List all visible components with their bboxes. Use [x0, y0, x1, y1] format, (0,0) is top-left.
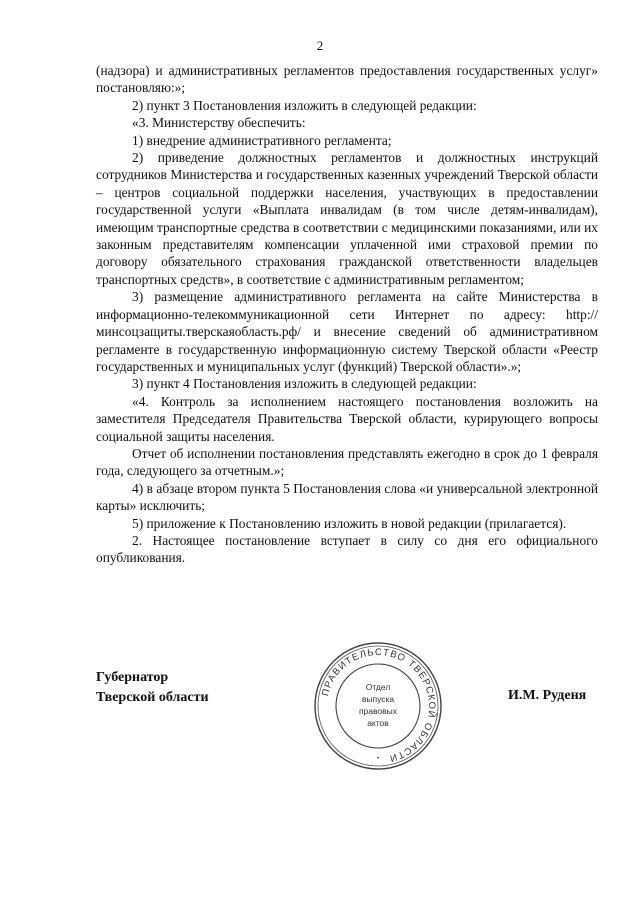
stamp-center-line: Отдел — [365, 682, 391, 692]
stamp-ring-text: ПРАВИТЕЛЬСТВО ТВЕРСКОЙ ОБЛАСТИ — [320, 646, 438, 764]
page-number: 2 — [316, 38, 324, 53]
paragraph: Отчет об исполнении постановления представлять ежегодно в срок до 1 февраля года, следующего за отчетным.»; — [96, 445, 598, 479]
paragraph: 5) приложение к Постановлению изложить в новой редакции (прилагается). — [132, 515, 567, 531]
signatory-title-line: Губернатор — [96, 670, 169, 685]
paragraph: «3. Министерству обеспечить: — [132, 115, 306, 131]
signatory-title-line: Тверской области — [96, 690, 209, 705]
stamp-center-line: правовых — [358, 706, 398, 716]
stamp-star-icon: • — [376, 756, 380, 762]
paragraph: 4) в абзаце втором пункта 5 Постановления слова «и универсальной электронной карты» исключить; — [96, 480, 598, 514]
paragraph: 2) пункт 3 Постановления изложить в следующей редакции: — [132, 97, 477, 113]
paragraph: «4. Контроль за исполнением настоящего постановления возложить на заместителя Председателя Правительства Тверской области, курирующего вопросы социальной защиты населения. — [96, 393, 598, 444]
stamp-center-line: актов — [367, 718, 389, 728]
stamp-seal-icon — [312, 640, 444, 772]
document-body — [96, 62, 598, 567]
official-stamp — [312, 640, 444, 772]
paragraph: 2) приведение должностных регламентов и должностных инструкций сотрудников Министерства и государственных казенных учреждений Тверской области – центров социальной поддержки населения, участвующих в предоставлении государственной услуги «Выплата инвалидам (в том числе детям-инвалидам), имеющим транспортные средства в соответствии с медицинскими показаниями, или их законным представителям компенсации уплаченной ими страховой премии по договору обязательного страхования гражданской ответственности владельцев транспортных средств», в соответствие с административным регламентом; — [96, 150, 598, 287]
paragraph: 1) внедрение административного регламента; — [132, 132, 392, 148]
paragraph: 3) пункт 4 Постановления изложить в следующей редакции: — [132, 376, 477, 392]
stamp-center-line: выпуска — [361, 694, 395, 704]
paragraph: (надзора) и административных регламентов предоставления государственных услуг» постановляю:»; — [96, 63, 598, 96]
paragraph: 3) размещение административного регламента на сайте Министерства в информационно-телекоммуникационной сети Интернет по адресу: http://минсоцзащиты.тверскаяобласть.рф/ и внесение сведений об административном регламенте в государственную информационную систему Тверской области «Реестр государственных и муниципальных услуг (функций) Тверской области».»; — [96, 289, 598, 374]
paragraph: 2. Настоящее постановление вступает в силу со дня его официального опубликования. — [96, 532, 598, 566]
signatory-title — [96, 668, 209, 708]
signatory-name: И.М. Руденя — [508, 688, 587, 703]
